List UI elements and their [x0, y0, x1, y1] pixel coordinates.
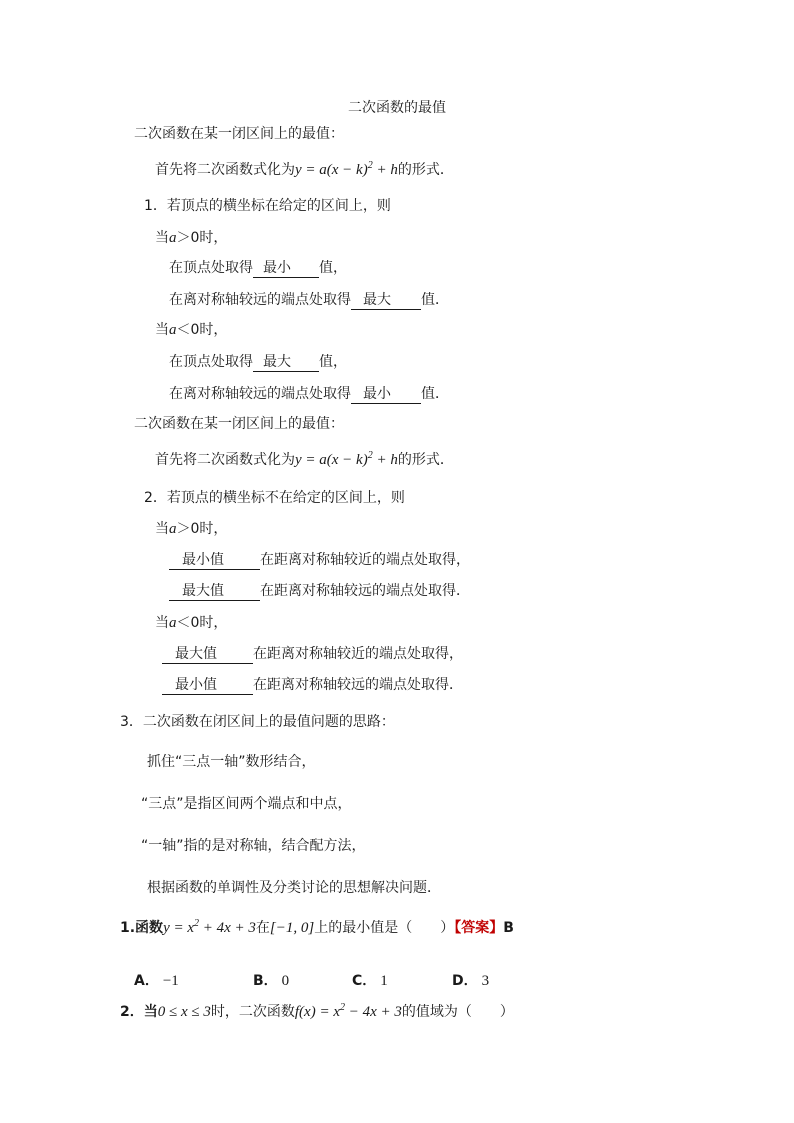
answer-label: 【答案】: [454, 920, 504, 936]
fill-blank: 最小值: [169, 551, 260, 570]
section3-line2: “三点”是指区间两个端点和中点，: [141, 796, 352, 812]
case1-positive: 当a＞0时，: [155, 230, 228, 246]
fill-blank: 最小: [351, 385, 421, 404]
case1-title: 1．若顶点的横坐标在给定的区间上，则: [144, 198, 391, 214]
fill-blank: 最大值: [162, 645, 253, 664]
q1-option-b: B． 0: [253, 973, 290, 989]
section3-line1: 抓住“三点一轴”数形结合，: [147, 754, 316, 770]
q2-function: $f(x) = x^2 - 4x + 3$: [294, 1002, 402, 1020]
case2-neg-far: 最小值 在距离对称轴较远的端点处取得．: [162, 675, 463, 695]
fill-blank: 最大: [253, 353, 319, 372]
q1-option-d: D． 3: [452, 973, 490, 989]
convert-post: 的形式．: [397, 162, 454, 178]
case1-pos-vertex: 在顶点处取得 最小 值，: [169, 260, 347, 276]
fill-blank: 最小值: [162, 676, 253, 695]
vertex-form-formula: $y = a(x - k)^2 + h$: [295, 450, 398, 468]
section1-intro: 二次函数在某一闭区间上的最值：: [134, 126, 344, 142]
case1-negative: 当a＜0时，: [155, 322, 228, 338]
q1-function: $y = x^2 + 4x + 3$: [163, 918, 256, 936]
case2-pos-far: 最大值 在距离对称轴较远的端点处取得．: [169, 581, 470, 601]
vertex-form-formula: $y = a(x - k)^2 + h$: [295, 160, 398, 178]
section3-line4: 根据函数的单调性及分类讨论的思想解决问题．: [147, 880, 441, 896]
case2-title: 2．若顶点的横坐标不在给定的区间上，则: [144, 490, 405, 506]
question-1: 1.函数$y = x^2 + 4x + 3$在[−1, 0]上的最小值是（ ）【答案】B: [120, 918, 514, 936]
section1-convert: [155, 160, 454, 180]
case1-neg-far: 在离对称轴较远的端点处取得 最小 值．: [169, 386, 449, 402]
section3-title: 3．二次函数在闭区间上的最值问题的思路：: [120, 714, 395, 730]
convert-pre: 首先将二次函数式化为: [155, 162, 295, 178]
section2-intro: 二次函数在某一闭区间上的最值：: [134, 416, 344, 432]
q1-option-a: A． −1: [134, 973, 179, 989]
case2-negative: 当a＜0时，: [155, 615, 228, 631]
case1-neg-vertex: 在顶点处取得 最大 值，: [169, 354, 347, 370]
case2-neg-near: 最大值 在距离对称轴较近的端点处取得，: [162, 644, 463, 664]
case2-pos-near: 最小值 在距离对称轴较近的端点处取得，: [169, 550, 470, 570]
section2-convert: 首先将二次函数式化为$y = a(x - k)^2 + h$的形式．: [155, 450, 454, 468]
answer-value: B: [503, 920, 514, 936]
case1-pos-far: 在离对称轴较远的端点处取得 最大 值．: [169, 292, 449, 308]
case2-positive: 当a＞0时，: [155, 521, 228, 537]
question-2: 2．当0 ≤ x ≤ 3时，二次函数$f(x) = x^2 - 4x + 3$的值域为（ ）: [120, 1002, 514, 1020]
section3-line3: “一轴”指的是对称轴，结合配方法，: [141, 838, 366, 854]
page-title: 二次函数的最值: [348, 100, 446, 116]
fill-blank: 最大: [351, 291, 421, 310]
fill-blank: 最小: [253, 259, 319, 278]
q1-option-c: C． 1: [352, 973, 388, 989]
fill-blank: 最大值: [169, 582, 260, 601]
